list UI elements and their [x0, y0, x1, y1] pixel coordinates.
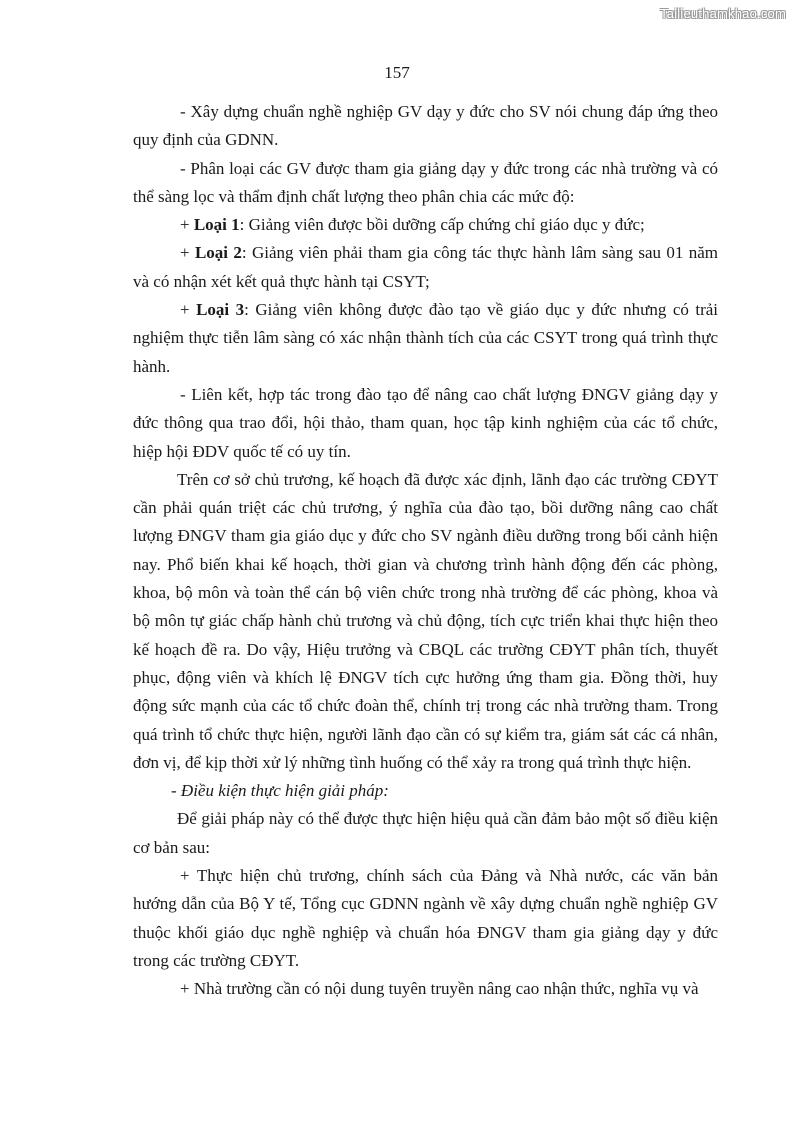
list-text: : Giảng viên phải tham gia công tác thực hành lâm sàng sau 01 năm và có nhận xét kết quả thực hành tại CSYT; [133, 243, 718, 291]
paragraph: - Liên kết, hợp tác trong đào tạo để nâng cao chất lượng ĐNGV giảng dạy y đức thông qua trao đổi, hội thảo, tham quan, học tập kinh nghiệm của các tổ chức, hiệp hội ĐDV quốc tế có uy tín. [133, 384, 718, 461]
section-subheading: - Điều kiện thực hiện giải pháp: [171, 781, 389, 801]
paragraph: + Thực hiện chủ trương, chính sách của Đảng và Nhà nước, các văn bản hướng dẫn của Bộ Y tế, Tổng cục GDNN ngành về xây dựng chuẩn nghề nghiệp GV thuộc khối giáo dục nghề nghiệp và chuẩn hóa ĐNGV tham gia giảng dạy y đức trong các trường CĐYT. [133, 866, 718, 970]
list-text: : Giảng viên không được đào tạo về giáo dục y đức nhưng có trải nghiệm thực tiễn lâm sàng có xác nhận thành tích của các CSYT trong quá trình thực hành. [133, 300, 718, 376]
list-item-type-3 [133, 296, 718, 381]
type-label: Loại 2 [194, 243, 242, 263]
page-number: 157 [384, 63, 410, 82]
paragraph: - Phân loại các GV được tham gia giảng dạy y đức trong các nhà trường và có thể sàng lọc và thẩm định chất lượng theo phân chia các mức độ: [133, 158, 718, 206]
list-prefix: + [180, 243, 195, 263]
paragraph: + Nhà trường cần có nội dung tuyên truyền nâng cao nhận thức, nghĩa vụ và [180, 979, 699, 999]
list-item-type-2 [133, 239, 718, 296]
type-label: Loại 3 [196, 300, 245, 320]
list-item-type-1 [133, 211, 718, 239]
list-prefix: + [180, 215, 194, 235]
list-text: : Giảng viên được bồi dưỡng cấp chứng chỉ giáo dục y đức; [239, 215, 645, 235]
list-prefix: + [180, 300, 197, 320]
paragraph: - Xây dựng chuẩn nghề nghiệp GV dạy y đức cho SV nói chung đáp ứng theo quy định của GDNN. [133, 102, 718, 150]
paragraph: Để giải pháp này có thể được thực hiện hiệu quả cần đảm bảo một số điều kiện cơ bản sau: [133, 809, 718, 857]
document-body [133, 98, 718, 1004]
paragraph: Trên cơ sở chủ trương, kế hoạch đã được xác định, lãnh đạo các trường CĐYT cần phải quán triệt các chủ trương, ý nghĩa của đào tạo, bồi dưỡng nâng cao chất lượng ĐNGV tham gia giáo dục y đức cho SV ngành điều dưỡng trong bối cảnh hiện nay. Phổ biến khai kế hoạch, thời gian và chương trình hành động đến các phòng, khoa, bộ môn và toàn thể cán bộ viên chức trong nhà trường để các phòng, khoa và bộ môn tự giác chấp hành chủ trương và chủ động, tích cực triển khai thực hiện theo kế hoạch đề ra. Do vậy, Hiệu trưởng và CBQL các trường CĐYT phân tích, thuyết phục, động viên và khích lệ ĐNGV tích cực hưởng ứng tham gia. Đồng thời, huy động sức mạnh của các tổ chức đoàn thể, chính trị trong các nhà trường tham. Trong quá trình tổ chức thực hiện, người lãnh đạo cần có sự kiểm tra, giám sát các cá nhân, đơn vị, để kịp thời xử lý những tình huống có thể xảy ra trong quá trình thực hiện. [133, 469, 718, 772]
watermark-text: Tailieuthamkhao.com [660, 6, 786, 21]
type-label: Loại 1 [193, 215, 240, 235]
